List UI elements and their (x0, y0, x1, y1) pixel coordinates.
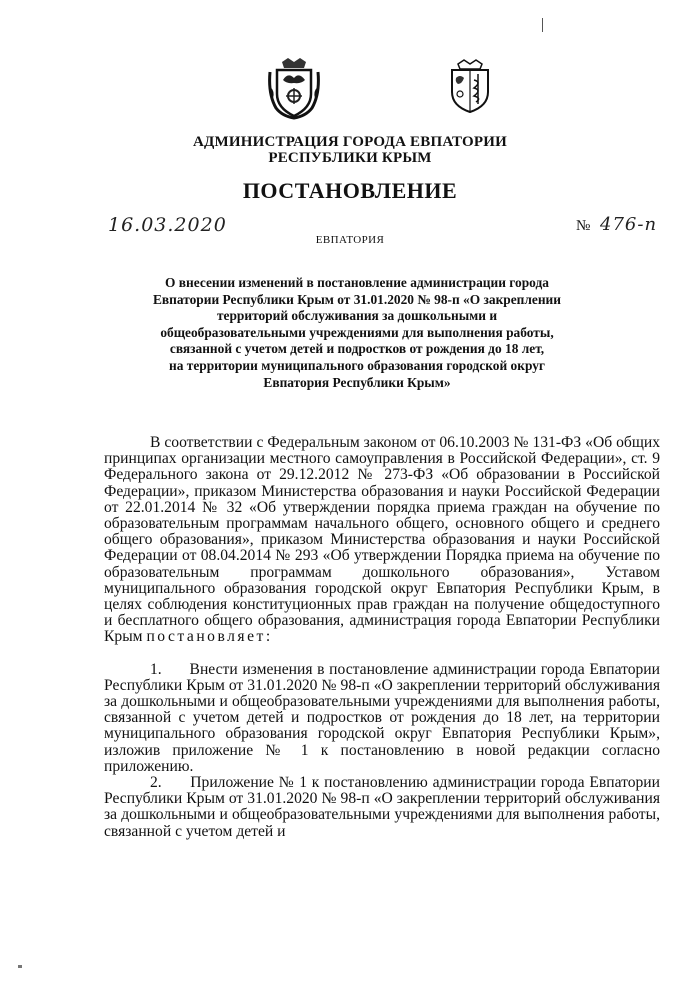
scan-mark (18, 965, 22, 968)
subject-line: на территории муниципального образования городской округ (168, 357, 546, 373)
resolves-word: постановляет: (146, 628, 273, 646)
organization-title (0, 134, 700, 166)
handwritten-number: 476-п (600, 214, 658, 235)
document-type: ПОСТАНОВЛЕНИЕ (242, 178, 458, 203)
item-1-paragraph: 1. Внести изменения в постановление администрации города Евпатории Республики Крым от 31.01.2020 № 98-п «О закреплении территорий обслуживания за дошкольными и общеобразовательными учреждениями для выполнения работы, связанной с учетом детей и подростков от рождения до 18 лет, на территории муниципального образования городской округ Евпатория Республики Крым», изложив приложение № 1 к постановлению в новой редакции согласно приложению. (104, 660, 660, 775)
crimea-coat-of-arms-icon (268, 58, 320, 120)
subject-line: общеобразовательными учреждениями для выполнения работы, (160, 324, 554, 340)
preamble-text: В соответствии с Федеральным законом от 06.10.2003 № 131-ФЗ «Об общих принципах организации местного самоуправления в Российской Федерации», ст. 9 Федерального закона от 29.12.2012 № 273-ФЗ «Об образовании в Российской Федерации», приказом Министерства образования и науки Российской Федерации от 22.01.2014 № 32 «Об утверждении порядка приема граждан на обучение по образовательным программам начального общего, основного общего и среднего общего образования», приказом Министерства образования и науки Российской Федерации от 08.04.2014 № 293 «Об утверждении Порядка приема на обучение по образовательным программам дошкольного образования», Уставом муниципального образования городской округ Евпатория Республики Крым, в целях соблюдения конституционных прав граждан на получение общедоступного и бесплатного общего образования, администрация города Евпатории Республики Крым (104, 434, 660, 646)
subject-line: Евпатория Республики Крым» (263, 374, 451, 390)
subject-line: территорий обслуживания за дошкольными и (216, 308, 498, 324)
organization-line-2: РЕСПУБЛИКИ КРЫМ (268, 150, 432, 166)
scan-mark (542, 18, 543, 32)
organization-line-1: АДМИНИСТРАЦИЯ ГОРОДА ЕВПАТОРИИ (192, 134, 508, 150)
item-2-paragraph: 2. Приложение № 1 к постановлению администрации города Евпатории Республики Крым от 31.01.2020 № 98-п «О закреплении территорий обслуживания за дошкольными и общеобразовательными учреждениями для выполнения работы, связанной с учетом детей и (104, 774, 660, 840)
handwritten-date: 16.03.2020 (108, 214, 227, 236)
number-sign: № (576, 218, 591, 234)
document-subject (150, 275, 564, 391)
subject-line: О внесении изменений в постановление администрации города (165, 275, 549, 290)
document-body (104, 435, 660, 840)
city-label: ЕВПАТОРИЯ (315, 234, 385, 246)
subject-line: Евпатории Республики Крым от 31.01.2020 № 98-п «О закреплении (152, 291, 561, 307)
preamble-paragraph (104, 435, 660, 646)
evpatoria-coat-of-arms-icon (448, 58, 492, 114)
subject-line: связанной с учетом детей и подростков от рождения до 18 лет, (169, 341, 545, 357)
